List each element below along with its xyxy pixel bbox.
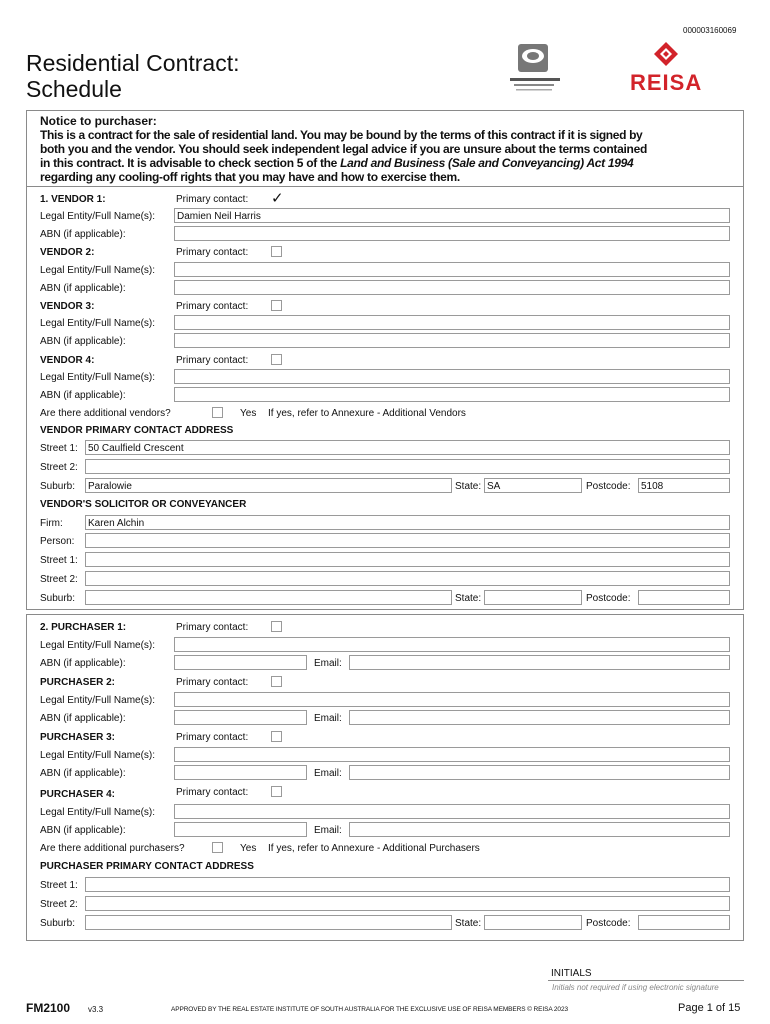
- form-code: FM2100: [26, 1001, 71, 1015]
- vendor-4-primary-checkbox[interactable]: [271, 354, 282, 365]
- purchaser-4-name-field[interactable]: [174, 804, 730, 819]
- notice-line-3: in this contract. It is advisable to check section 5 of the: [40, 156, 341, 170]
- purchaser-2-email-field[interactable]: [349, 710, 730, 725]
- solicitor-suburb-field[interactable]: [85, 590, 452, 605]
- solicitor-suburb-label: Suburb:: [40, 593, 76, 604]
- vendor-address-heading: VENDOR PRIMARY CONTACT ADDRESS: [40, 425, 234, 436]
- vendor-1-heading: 1. VENDOR 1:: [40, 194, 106, 205]
- vendor-street2-field[interactable]: [85, 459, 730, 474]
- purchaser-3-primary-label: Primary contact:: [176, 732, 249, 743]
- vendor-3-primary-checkbox[interactable]: [271, 300, 282, 311]
- purchaser-2-abn-label: ABN (if applicable):: [40, 713, 126, 724]
- vendor-street1-field[interactable]: 50 Caulfield Crescent: [85, 440, 730, 455]
- vendor-suburb-field[interactable]: Paralowie: [85, 478, 452, 493]
- vendor-1-name-label: Legal Entity/Full Name(s):: [40, 211, 156, 222]
- vendor-2-heading: VENDOR 2:: [40, 247, 95, 258]
- purchaser-1-email-field[interactable]: [349, 655, 730, 670]
- notice-to-purchaser: [40, 114, 740, 184]
- purchaser-4-name-label: Legal Entity/Full Name(s):: [40, 807, 156, 818]
- purchaser-4-primary-label: Primary contact:: [176, 787, 249, 798]
- purchaser-4-email-field[interactable]: [349, 822, 730, 837]
- additional-vendors-note: If yes, refer to Annexure - Additional Vendors: [268, 408, 466, 419]
- title-line-2: Schedule: [26, 76, 122, 102]
- vendor-2-abn-field[interactable]: [174, 280, 730, 295]
- notice-line-1: This is a contract for the sale of residential land. You may be bound by the terms of this contract if it is signed by: [40, 128, 643, 142]
- solicitor-state-label: State:: [455, 593, 482, 604]
- vendor-1-abn-label: ABN (if applicable):: [40, 229, 126, 240]
- vendor-4-abn-field[interactable]: [174, 387, 730, 402]
- vendor-3-name-label: Legal Entity/Full Name(s):: [40, 318, 156, 329]
- purchaser-2-name-label: Legal Entity/Full Name(s):: [40, 695, 156, 706]
- approval-notice: APPROVED BY THE REAL ESTATE INSTITUTE OF SOUTH AUSTRALIA FOR THE EXCLUSIVE USE OF REISA MEMBERS © REISA 2023: [171, 1006, 568, 1013]
- additional-vendors-checkbox[interactable]: [212, 407, 223, 418]
- vendor-postcode-label: Postcode:: [586, 481, 631, 492]
- solicitor-street1-label: Street 1:: [40, 555, 78, 566]
- notice-heading: Notice to purchaser:: [40, 114, 157, 128]
- notice-line-2: both you and the vendor. You should seek independent legal advice if you are unsure about the terms contained: [40, 142, 647, 156]
- purchaser-2-abn-field[interactable]: [174, 710, 307, 725]
- solicitor-firm-field[interactable]: Karen Alchin: [85, 515, 730, 530]
- purchaser-2-email-label: Email:: [314, 713, 342, 724]
- purchaser-3-name-field[interactable]: [174, 747, 730, 762]
- vendor-2-abn-label: ABN (if applicable):: [40, 283, 126, 294]
- purchaser-1-abn-field[interactable]: [174, 655, 307, 670]
- purchaser-1-primary-label: Primary contact:: [176, 622, 249, 633]
- additional-vendors-yes: Yes: [240, 408, 257, 419]
- page-title: [26, 50, 240, 102]
- solicitor-heading: VENDOR'S SOLICITOR OR CONVEYANCER: [40, 499, 247, 510]
- purchaser-4-abn-label: ABN (if applicable):: [40, 825, 126, 836]
- purchaser-4-heading: PURCHASER 4:: [40, 789, 116, 800]
- vendor-postcode-field[interactable]: 5108: [638, 478, 730, 493]
- document-number: 000003160069: [683, 26, 737, 35]
- solicitor-postcode-label: Postcode:: [586, 593, 631, 604]
- purchaser-3-email-label: Email:: [314, 768, 342, 779]
- reisa-logo: [628, 40, 708, 96]
- vendor-street1-label: Street 1:: [40, 443, 78, 454]
- vendor-1-name-field[interactable]: Damien Neil Harris: [174, 208, 730, 223]
- initials-label: INITIALS: [551, 968, 592, 979]
- vendor-state-label: State:: [455, 481, 482, 492]
- purchaser-street2-label: Street 2:: [40, 899, 78, 910]
- purchaser-2-heading: PURCHASER 2:: [40, 677, 116, 688]
- purchaser-4-primary-checkbox[interactable]: [271, 786, 282, 797]
- purchaser-4-abn-field[interactable]: [174, 822, 307, 837]
- purchaser-1-heading: 2. PURCHASER 1:: [40, 622, 127, 633]
- vendor-3-heading: VENDOR 3:: [40, 301, 95, 312]
- purchaser-1-abn-label: ABN (if applicable):: [40, 658, 126, 669]
- initials-note: Initials not required if using electronic signature: [552, 983, 719, 992]
- first-national-logo: [506, 42, 562, 98]
- vendor-4-name-label: Legal Entity/Full Name(s):: [40, 372, 156, 383]
- initials-line[interactable]: [548, 980, 744, 981]
- additional-purchasers-yes: Yes: [240, 843, 257, 854]
- notice-line-4: regarding any cooling-off rights that you may have and how to exercise them.: [40, 170, 460, 184]
- vendor-2-primary-checkbox[interactable]: [271, 246, 282, 257]
- purchaser-suburb-field[interactable]: [85, 915, 452, 930]
- vendor-2-name-field[interactable]: [174, 262, 730, 277]
- vendor-4-abn-label: ABN (if applicable):: [40, 390, 126, 401]
- vendor-3-abn-label: ABN (if applicable):: [40, 336, 126, 347]
- solicitor-street1-field[interactable]: [85, 552, 730, 567]
- vendor-3-name-field[interactable]: [174, 315, 730, 330]
- purchaser-postcode-field[interactable]: [638, 915, 730, 930]
- solicitor-firm-label: Firm:: [40, 518, 63, 529]
- purchaser-state-field[interactable]: [484, 915, 582, 930]
- vendor-suburb-label: Suburb:: [40, 481, 76, 492]
- solicitor-postcode-field[interactable]: [638, 590, 730, 605]
- purchaser-3-name-label: Legal Entity/Full Name(s):: [40, 750, 156, 761]
- purchaser-2-primary-checkbox[interactable]: [271, 676, 282, 687]
- first-national-logo-icon: [506, 42, 562, 98]
- vendor-2-primary-label: Primary contact:: [176, 247, 249, 258]
- vendor-3-primary-label: Primary contact:: [176, 301, 249, 312]
- purchaser-street2-field[interactable]: [85, 896, 730, 911]
- purchaser-3-heading: PURCHASER 3:: [40, 732, 116, 743]
- purchaser-state-label: State:: [455, 918, 482, 929]
- solicitor-person-label: Person:: [40, 536, 75, 547]
- solicitor-state-field[interactable]: [484, 590, 582, 605]
- purchaser-3-primary-checkbox[interactable]: [271, 731, 282, 742]
- vendor-1-abn-field[interactable]: [174, 226, 730, 241]
- additional-purchasers-note: If yes, refer to Annexure - Additional Purchasers: [268, 843, 480, 854]
- purchaser-street1-label: Street 1:: [40, 880, 78, 891]
- page-number: Page 1 of 15: [678, 1002, 741, 1014]
- solicitor-street2-label: Street 2:: [40, 574, 78, 585]
- additional-purchasers-checkbox[interactable]: [212, 842, 223, 853]
- purchaser-1-primary-checkbox[interactable]: [271, 621, 282, 632]
- vendor-4-primary-label: Primary contact:: [176, 355, 249, 366]
- notice-act-name: Land and Business (Sale and Conveyancing) Act 1994: [340, 156, 634, 170]
- notice-divider: [26, 186, 744, 187]
- purchaser-2-name-field[interactable]: [174, 692, 730, 707]
- reisa-logo-text: REISA: [630, 70, 703, 95]
- additional-purchasers-question: Are there additional purchasers?: [40, 843, 185, 854]
- purchaser-3-abn-label: ABN (if applicable):: [40, 768, 126, 779]
- vendor-street2-label: Street 2:: [40, 462, 78, 473]
- vendor-1-primary-checkbox[interactable]: ✓: [271, 190, 284, 207]
- purchaser-postcode-label: Postcode:: [586, 918, 631, 929]
- purchaser-2-primary-label: Primary contact:: [176, 677, 249, 688]
- purchaser-address-heading: PURCHASER PRIMARY CONTACT ADDRESS: [40, 861, 254, 872]
- purchaser-1-name-field[interactable]: [174, 637, 730, 652]
- title-line-1: Residential Contract:: [26, 50, 240, 76]
- purchaser-suburb-label: Suburb:: [40, 918, 76, 929]
- purchaser-street1-field[interactable]: [85, 877, 730, 892]
- form-version: v3.3: [88, 1005, 104, 1014]
- purchaser-1-name-label: Legal Entity/Full Name(s):: [40, 640, 156, 651]
- vendor-state-field[interactable]: SA: [484, 478, 582, 493]
- vendor-2-name-label: Legal Entity/Full Name(s):: [40, 265, 156, 276]
- vendor-4-heading: VENDOR 4:: [40, 355, 95, 366]
- purchaser-3-email-field[interactable]: [349, 765, 730, 780]
- purchaser-4-email-label: Email:: [314, 825, 342, 836]
- solicitor-person-field[interactable]: [85, 533, 730, 548]
- solicitor-street2-field[interactable]: [85, 571, 730, 586]
- purchaser-3-abn-field[interactable]: [174, 765, 307, 780]
- additional-vendors-question: Are there additional vendors?: [40, 408, 171, 419]
- reisa-diamond-icon: [628, 40, 708, 72]
- vendor-4-name-field[interactable]: [174, 369, 730, 384]
- vendor-1-primary-label: Primary contact:: [176, 194, 249, 205]
- purchaser-1-email-label: Email:: [314, 658, 342, 669]
- vendor-3-abn-field[interactable]: [174, 333, 730, 348]
